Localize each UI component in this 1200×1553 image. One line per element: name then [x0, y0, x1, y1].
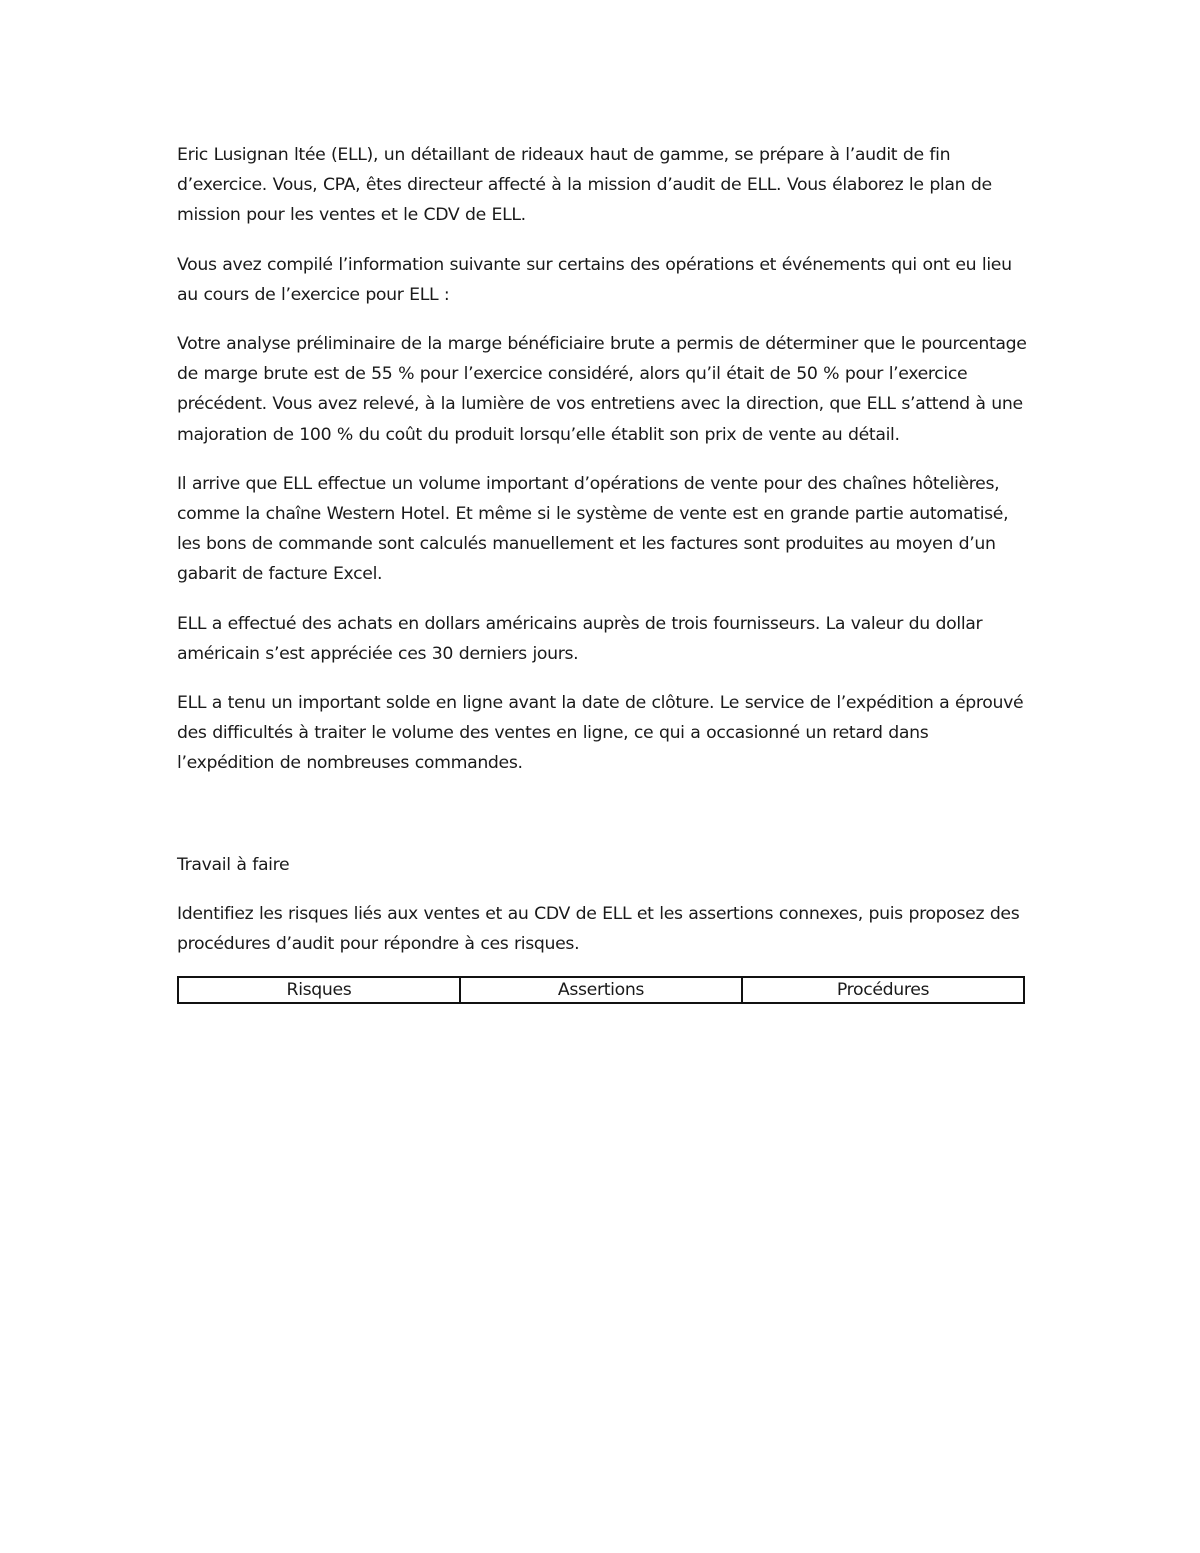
intro-paragraph: Eric Lusignan ltée (ELL), un détaillant de rideaux haut de gamme, se prépare à l’audit de fin d’exercice. Vous, CPA, êtes directeur affecté à la mission d’audit de ELL. Vous élaborez le plan de mission pour les ventes et le CDV de ELL. [177, 145, 992, 226]
task-instructions: Identifiez les risques liés aux ventes et au CDV de ELL et les assertions connexes, puis proposez des procédures d’audit pour répondre à ces risques. [177, 903, 1020, 955]
document-page [177, 140, 1027, 1004]
online-sale-paragraph: ELL a tenu un important solde en ligne avant la date de clôture. Le service de l’expédition a éprouvé des difficultés à traiter le volume des ventes en ligne, ce qui a occasionné un retard dans l’expédition de nombreuses commandes. [177, 693, 1024, 774]
header-risques: Risques [178, 977, 460, 1003]
margin-analysis-paragraph: Votre analyse préliminaire de la marge bénéficiaire brute a permis de déterminer que le pourcentage de marge brute est de 55 % pour l’exercice considéré, alors qu’il était de 50 % pour l’exercice précédent. Vous avez relevé, à la lumière de vos entretiens avec la direction, que ELL s’attend à une majoration de 100 % du coût du produit lorsqu’elle établit son prix de vente au détail. [177, 334, 1027, 445]
header-assertions: Assertions [460, 977, 742, 1003]
blank-line [177, 798, 1027, 850]
table-header-row [178, 977, 1024, 1003]
usd-purchases-paragraph: ELL a effectué des achats en dollars américains auprès de trois fournisseurs. La valeur du dollar américain s’est appréciée ces 30 derniers jours. [177, 613, 983, 664]
header-procedures: Procédures [742, 977, 1024, 1003]
hotel-sales-paragraph: Il arrive que ELL effectue un volume important d’opérations de vente pour des chaînes hôtelières, comme la chaîne Western Hotel. Et même si le système de vente est en grande partie automatisé, les bons de commande sont calculés manuellement et les factures sont produites au moyen d’un gabarit de facture Excel. [177, 473, 1009, 585]
task-heading: Travail à faire [177, 854, 290, 875]
answer-table [177, 976, 1025, 1004]
context-paragraph: Vous avez compilé l’information suivante sur certains des opérations et événements qui ont eu lieu au cours de l’exercice pour ELL : [177, 254, 1012, 305]
